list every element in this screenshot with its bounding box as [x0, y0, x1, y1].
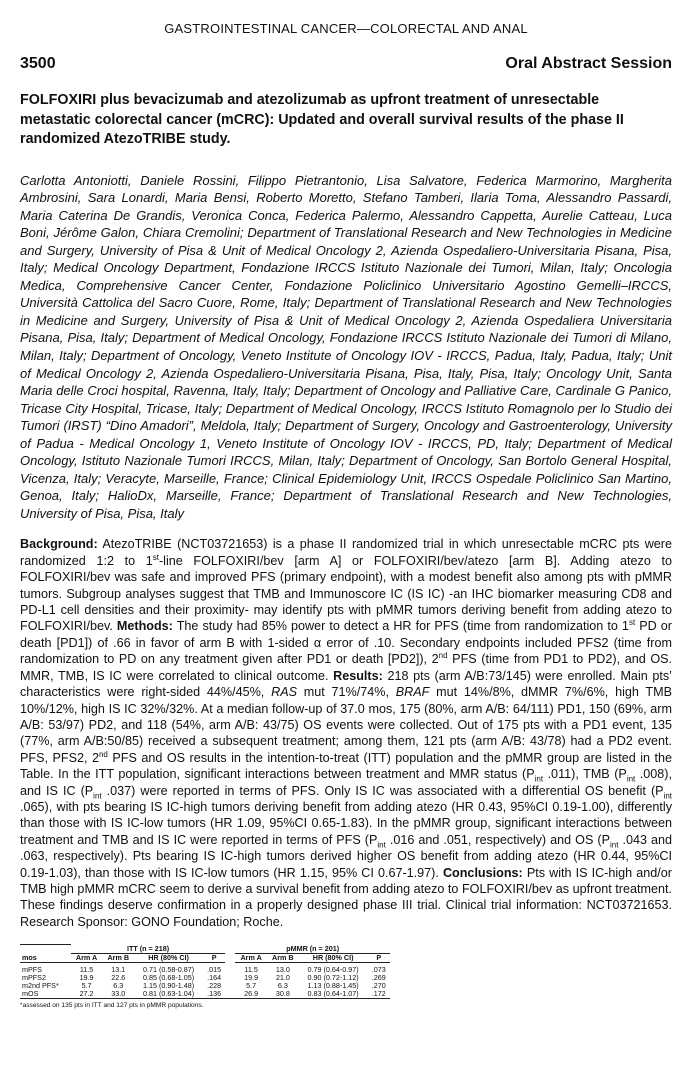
table-cell: .136	[203, 990, 225, 999]
clinical-trial-info: Clinical trial information: NCT03721653. Research Sponsor: GONO Foundation; Roche.	[20, 898, 673, 929]
table-row	[20, 990, 390, 999]
table-cell: 19.9	[79, 972, 94, 982]
col-header-arm-a: Arm A	[235, 953, 267, 962]
table-cell: 26.9	[235, 990, 267, 999]
table-cell: .164	[207, 972, 222, 982]
background-label: Background:	[20, 537, 98, 552]
table-cell: 13.0	[275, 964, 290, 974]
table-cell: 5.7	[81, 981, 92, 990]
section-header: GASTROINTESTINAL CANCER—COLORECTAL AND ANAL	[164, 21, 528, 36]
table-cell: 30.8	[267, 990, 299, 999]
abstract-number: 3500	[20, 55, 56, 72]
table-cell: 1.15 (0.90-1.48)	[142, 981, 195, 990]
row-label: mPFS2	[22, 972, 46, 982]
table-cell: 11.5	[244, 964, 258, 974]
table-cell: .270	[371, 981, 386, 990]
row-label: mPFS	[22, 964, 42, 974]
authors-affiliations: Carlotta Antoniotti, Daniele Rossini, Filippo Pietrantonio, Lisa Salvatore, Federica Marmorino, Margherita Ambrosini, Sara Lonardi, Maria Bensi, Roberto Moretto, Stefano Tamberi, Ilaria Toma, Alessandro Passardi, Maria Caterina De Grandis, Veronica Conca, Federica Palermo, Alessandro Cappetta, Aurelie Catteau, Luca Boni, Jérôme Galon, Chiara Cremolini; Department of Translational Research and New Technologies in Medicine and Surgery, University of Pisa & Unit of Medical Oncology 2, Azienda Ospedaliero-Universitaria Pisana, Pisa, Italy; Medical Oncology Department, Fondazione IRCCS Istituto Nazionale dei Tumori, Milan, Italy; Oncologia Medica, Comprehensive Cancer Center, Fondazione Policlinico Universitario Agostino Gemelli–IRCCS, Università Cattolica del Sacro Cuore, Rome, Italy; Department of Translational Research and New Technologies in Medicine and Surgery, University of Pisa & Unit of Medical Oncology 2, Azienda Ospedaliera Universitaria Pisana, Pisa, Italy; Department of Medical Oncology, Fondazione IRCCS Istituto Nazionale dei Tumori di Milano, Milan, Italy; Department of Oncology, Veneto Institute of Oncology IOV - IRCCS, Padua, Italy, Padua, Italy; Unit of Medical Oncology 2, Azienda Ospedaliero-Universitaria Pisana, Pisa, Italy, Pisa, Italy; Oncology Unit, Santa Maria delle Croci hospital, Ravenna, Italy, Italy; Department of Oncology and Palliative Care, Cardinale G Panico, Tricase City Hospital, Tricase, Italy; Department of Medical Oncology, IRCCS Istituto Romagnolo per lo Studio dei Tumori (IRST) “Dino Amadori”, Meldola, Italy; Department of Surgery, Oncology and Gastroenterology, University of Padua - Medical Oncology 1, Veneto Institute of Oncology IOV - IRCCS, PD, Italy; Department of Medical Oncology, Istituto Nazionale Tumori IRCCS, Milan, Italy; Department of Oncology, San Bortolo General Hospital, Vicenza, Italy; Veracyte, Marseille, France; Clinical Epidemiology Unit, IRCCS Ospedale Policlinico San Martino, Genoa, Italy; HalioDx, Marseille, France; Department of Translational Research and New Technologies, University of Pisa, Pisa, Italy	[20, 172, 672, 521]
table-cell: 0.71 (0.58-0.87)	[142, 964, 195, 974]
table-cell: 27.2	[71, 990, 103, 999]
table-cell: 19.9	[244, 972, 259, 982]
abstract-page	[20, 0, 672, 1009]
table-cell: 22.6	[111, 972, 126, 982]
abstract-body: Background: AtezoTRIBE (NCT03721653) is a phase II randomized trial in which unresectable mCRC pts were randomized 1:2 to 1st-line FOLFOXIRI/bev [arm A] or FOLFOXIRI/bev/atezo [arm B]. Adding atezo to FOLFOXIRI/bev was safe and improved PFS (primary endpoint), with a modest benefit also among pts with pMMR tumors. Subgroup analyses suggest that TMB and Immunoscore IC (IS IC) -an IHC biomarker measuring CD8 and PD-L1 cell densities and their proximity- may identify pts with pMMR tumors deriving benefit from adding atezo to FOLFOXIRI/bev. Methods: The study had 85% power to detect a HR for PFS (time from randomization to 1st PD or death [PD1]) of .66 in favor of arm B with 1-sided α error of .10. Secondary endpoints included PFS2 (time from randomization to PD on any treatment given after PD1 or death [PD2]), 2nd PFS (time from PD1 to PD2), and OS. MMR, TMB, IS IC were correlated to clinical outcome. Results: 218 pts (arm A/B:73/145) were enrolled. Main pts’ characteristics were right-sided 44%/45%, RAS mut 71%/74%, BRAF mut 14%/8%, dMMR 7%/6%, high TMB 10%/12%, high IS IC 32%/32%. At a median follow-up of 37.0 mos, 175 (80%, arm A/B: 64/111) PD1, 150 (69%, arm A/B: 53/97) PD2, and 118 (54%, arm A/B: 43/75) OS events were collected. Out of 175 pts with a PD1 event, 135 (77%, arm A/B:50/85) received a subsequent treatment; among them, 121 pts (arm A/B: 43/78) had a PD2 event. PFS, PFS2, 2nd PFS and OS results in the intention-to-treat (ITT) population and the pMMR group are listed in the Table. In the ITT population, significant interactions between treatment and MMR status ($P_{int}$ .011), TMB ($P_{int}$ .008), and IS IC ($P_{int}$ .037) were reported in terms of PFS. Only IS IC was associated with a differential OS benefit ($P_{int}$ .065), with pts bearing IS IC-high tumors deriving benefit from adding atezo (HR 0.43, 95%CI 0.19-1.00), differently than those with IS IC-low tumors (HR 1.09, 95%CI 0.65-1.83). In the pMMR group, significant interactions between treatment and TMB and IS IC were reported in terms of PFS ($P_{int}$ .016 and .051, respectively) and OS ($P_{int}$ .043 and .063, respectively). Pts bearing IS IC-high tumors derived higher OS benefit from adding atezo (HR 0.44, 95%CI 0.19-1.03), than those with IS IC-low tumors (HR 1.15, 95% CI 0.67-1.97). Conclusions: Pts with IS IC-high and/or TMB high pMMR mCRC seem to derive a survival benefit from adding atezo to FOLFOXIRI/bev as upfront treatment. These findings deserve confirmation in a properly designed phase III trial. Clinical trial information: NCT03721653. Research Sponsor: GONO Foundation; Roche.	[20, 537, 673, 929]
results-table	[20, 944, 390, 1009]
group-header-pmmr: pMMR (n = 201)	[235, 945, 390, 954]
table-cell: .073	[371, 964, 386, 974]
table-cell: 6.3	[277, 981, 288, 990]
table-cell: 0.83 (0.64-1.07)	[299, 990, 368, 999]
col-header-p: P	[368, 953, 391, 962]
methods-label: Methods:	[116, 619, 173, 634]
table-cell: 0.90 (0.72-1.12)	[307, 972, 359, 982]
table-cell: .172	[368, 990, 391, 999]
conclusions-label: Conclusions:	[442, 865, 523, 880]
table-cell: 0.81 (0.63-1.04)	[134, 990, 203, 999]
col-header-arm-b: Arm B	[102, 953, 134, 962]
table-cell: 33.0	[102, 990, 134, 999]
col-header-hr: HR (80% CI)	[299, 953, 368, 962]
col-header-arm-b: Arm B	[267, 953, 299, 962]
table-cell: 11.5	[79, 964, 94, 974]
session-type: Oral Abstract Session	[505, 55, 672, 72]
table-cell: 0.85 (0.68-1.05)	[142, 972, 195, 982]
row-label: mOS	[20, 990, 71, 999]
abstract-title: FOLFOXIRI plus bevacizumab and atezolizumab as upfront treatment of unresectable metastatic colorectal cancer (mCRC): Updated and overall survival results of the phase II randomized AtezoTRIBE study.	[20, 92, 624, 147]
table-cell: .015	[207, 964, 222, 974]
abstract-meta	[20, 55, 672, 73]
col-header-mos: mos	[20, 953, 71, 962]
col-header-p: P	[203, 953, 225, 962]
table-cell: .269	[371, 972, 386, 982]
col-header-arm-a: Arm A	[71, 953, 103, 962]
table-cell: 21.0	[275, 972, 290, 982]
table-footnote: *assessed on 135 pts in ITT and 127 pts in pMMR populations.	[20, 1002, 204, 1010]
table-cell: .228	[207, 981, 222, 990]
table-cell: 6.3	[113, 981, 124, 990]
table-cell: 0.79 (0.64-0.97)	[307, 964, 359, 974]
table-cell: 13.1	[111, 964, 126, 974]
row-label: m2nd PFS*	[22, 981, 59, 990]
col-header-hr: HR (80% CI)	[134, 953, 203, 962]
table-cell: 1.13 (0.88-1.45)	[307, 981, 359, 990]
group-header-itt: ITT (n = 218)	[71, 945, 226, 954]
table-cell: 5.7	[246, 981, 257, 990]
results-label: Results:	[333, 668, 383, 683]
